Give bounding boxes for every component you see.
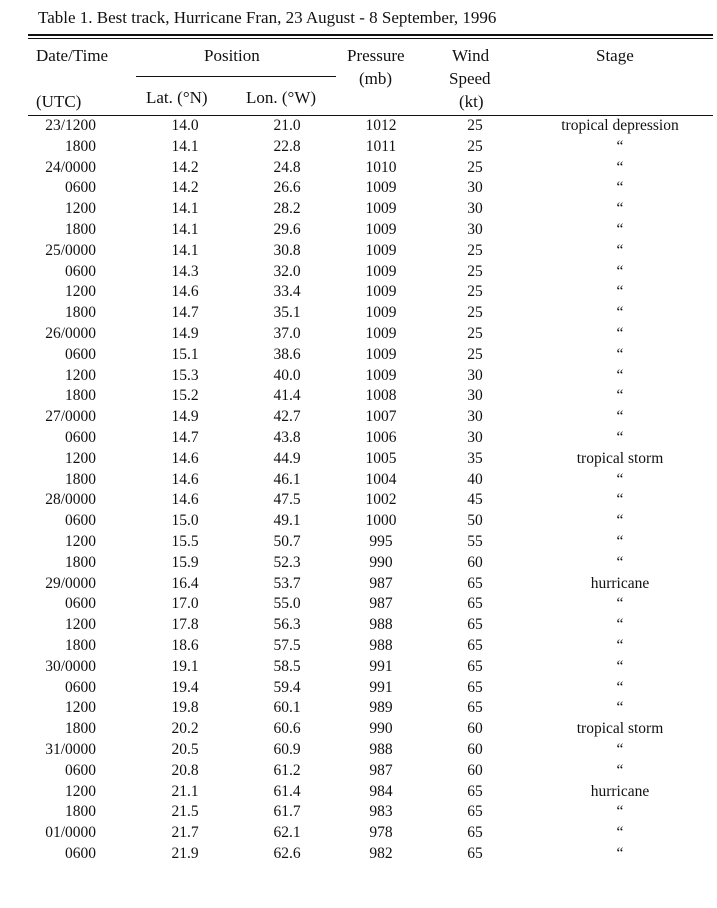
cell-pressure: 995	[369, 532, 393, 550]
cell-wind-speed: 65	[467, 636, 483, 654]
cell-stage: “	[616, 740, 624, 758]
cell-latitude: 18.6	[171, 636, 199, 654]
cell-stage: “	[616, 699, 624, 717]
header-wind: Wind	[452, 46, 490, 65]
table-row	[0, 574, 717, 595]
cell-longitude: 62.6	[273, 844, 301, 862]
header-lat: Lat. (°N)	[146, 88, 208, 107]
cell-longitude: 38.6	[273, 345, 301, 363]
cell-pressure: 1004	[365, 470, 397, 488]
cell-stage: “	[616, 241, 624, 259]
cell-wind-speed: 45	[467, 491, 483, 509]
cell-latitude: 17.0	[171, 595, 199, 613]
cell-wind-speed: 25	[467, 324, 483, 342]
cell-wind-speed: 25	[467, 137, 483, 155]
table-row	[0, 802, 717, 823]
cell-latitude: 14.1	[171, 200, 199, 218]
cell-stage: “	[616, 200, 624, 218]
cell-longitude: 44.9	[273, 449, 301, 467]
cell-stage: “	[616, 824, 624, 842]
cell-stage: “	[616, 179, 624, 197]
cell-latitude: 20.2	[171, 720, 199, 738]
cell-pressure: 983	[369, 803, 393, 821]
table-row	[0, 262, 717, 283]
cell-stage: “	[616, 491, 624, 509]
header-position: Position	[204, 46, 260, 65]
cell-datetime: 1800	[65, 137, 96, 155]
header-datetime: Date/Time	[36, 46, 109, 65]
cell-wind-speed: 65	[467, 595, 483, 613]
cell-longitude: 29.6	[273, 220, 301, 238]
table-row	[0, 698, 717, 719]
cell-longitude: 52.3	[273, 553, 301, 571]
cell-stage: “	[616, 657, 624, 675]
cell-latitude: 14.1	[171, 241, 199, 259]
cell-longitude: 60.6	[273, 720, 301, 738]
table-row	[0, 366, 717, 387]
header-utc: (UTC)	[36, 92, 82, 111]
cell-stage: “	[616, 616, 624, 634]
table-row	[0, 386, 717, 407]
cell-wind-speed: 25	[467, 283, 483, 301]
cell-pressure: 987	[369, 574, 393, 592]
cell-pressure: 991	[369, 657, 393, 675]
cell-datetime: 0600	[65, 678, 96, 696]
cell-latitude: 20.8	[171, 761, 199, 779]
cell-datetime: 1200	[65, 366, 96, 384]
cell-wind-speed: 30	[467, 366, 483, 384]
cell-pressure: 1005	[365, 449, 397, 467]
table-row	[0, 782, 717, 803]
header-lon: Lon. (°W)	[246, 88, 317, 107]
table-body	[0, 116, 717, 865]
cell-latitude: 14.1	[171, 137, 199, 155]
cell-stage: hurricane	[590, 574, 650, 592]
cell-wind-speed: 25	[467, 262, 483, 280]
cell-datetime: 0600	[65, 428, 96, 446]
table-row	[0, 428, 717, 449]
cell-longitude: 57.5	[273, 636, 301, 654]
table-row	[0, 470, 717, 491]
table-row	[0, 158, 717, 179]
cell-pressure: 1010	[365, 158, 397, 176]
cell-datetime: 0600	[65, 761, 96, 779]
table-row	[0, 449, 717, 470]
cell-wind-speed: 65	[467, 657, 483, 675]
cell-latitude: 19.8	[171, 699, 199, 717]
cell-longitude: 47.5	[273, 491, 301, 509]
cell-stage: tropical storm	[576, 720, 664, 738]
cell-wind-speed: 65	[467, 844, 483, 862]
cell-longitude: 28.2	[273, 200, 301, 218]
cell-wind-speed: 60	[467, 720, 483, 738]
cell-latitude: 15.3	[171, 366, 199, 384]
cell-longitude: 53.7	[273, 574, 301, 592]
table-row	[0, 116, 717, 137]
top-rule-second	[28, 38, 713, 39]
cell-stage: tropical depression	[561, 117, 679, 134]
cell-stage: “	[616, 512, 624, 530]
cell-datetime: 1200	[65, 616, 96, 634]
cell-latitude: 15.5	[171, 532, 199, 550]
cell-pressure: 1009	[365, 283, 397, 301]
cell-longitude: 49.1	[273, 512, 301, 530]
cell-datetime: 27/0000	[45, 408, 96, 426]
cell-longitude: 33.4	[273, 283, 301, 301]
cell-stage: “	[616, 844, 624, 862]
cell-latitude: 21.7	[171, 824, 199, 842]
cell-pressure: 987	[369, 595, 393, 613]
cell-stage: “	[616, 387, 624, 405]
cell-longitude: 21.0	[273, 117, 301, 134]
cell-longitude: 30.8	[273, 241, 301, 259]
cell-stage: “	[616, 283, 624, 301]
cell-stage: “	[616, 678, 624, 696]
cell-wind-speed: 65	[467, 574, 483, 592]
cell-longitude: 41.4	[273, 387, 301, 405]
cell-datetime: 1800	[65, 553, 96, 571]
cell-datetime: 26/0000	[45, 324, 96, 342]
cell-pressure: 987	[369, 761, 393, 779]
cell-stage: “	[616, 366, 624, 384]
cell-latitude: 15.1	[171, 345, 199, 363]
cell-datetime: 1800	[65, 387, 96, 405]
table-row	[0, 740, 717, 761]
cell-latitude: 14.2	[171, 158, 199, 176]
cell-stage: “	[616, 553, 624, 571]
table-row	[0, 532, 717, 553]
cell-pressure: 978	[369, 824, 393, 842]
cell-stage: “	[616, 761, 624, 779]
cell-latitude: 14.6	[171, 470, 199, 488]
cell-latitude: 19.1	[171, 657, 199, 675]
cell-stage: “	[616, 470, 624, 488]
cell-datetime: 28/0000	[45, 491, 96, 509]
cell-datetime: 1200	[65, 532, 96, 550]
table-row	[0, 345, 717, 366]
cell-datetime: 1800	[65, 470, 96, 488]
cell-datetime: 0600	[65, 262, 96, 280]
cell-latitude: 15.9	[171, 553, 199, 571]
cell-longitude: 42.7	[273, 408, 301, 426]
cell-longitude: 37.0	[273, 324, 301, 342]
cell-longitude: 61.7	[273, 803, 301, 821]
cell-longitude: 61.2	[273, 761, 301, 779]
position-underline	[136, 76, 336, 77]
cell-stage: “	[616, 345, 624, 363]
table-row	[0, 241, 717, 262]
cell-datetime: 29/0000	[45, 574, 96, 592]
cell-pressure: 1009	[365, 324, 397, 342]
cell-datetime: 1800	[65, 720, 96, 738]
cell-wind-speed: 30	[467, 200, 483, 218]
cell-latitude: 15.2	[171, 387, 199, 405]
cell-datetime: 24/0000	[45, 158, 96, 176]
table-row	[0, 844, 717, 865]
table-row	[0, 615, 717, 636]
cell-longitude: 56.3	[273, 616, 301, 634]
cell-pressure: 1008	[365, 387, 397, 405]
cell-wind-speed: 25	[467, 241, 483, 259]
cell-pressure: 991	[369, 678, 393, 696]
cell-latitude: 21.5	[171, 803, 199, 821]
cell-wind-speed: 65	[467, 782, 483, 800]
cell-datetime: 1800	[65, 220, 96, 238]
cell-latitude: 14.9	[171, 324, 199, 342]
cell-pressure: 1009	[365, 366, 397, 384]
cell-pressure: 1009	[365, 262, 397, 280]
cell-wind-speed: 65	[467, 803, 483, 821]
cell-longitude: 60.1	[273, 699, 301, 717]
cell-stage: “	[616, 636, 624, 654]
cell-stage: “	[616, 304, 624, 322]
header-wind-unit: (kt)	[459, 92, 484, 111]
cell-wind-speed: 55	[467, 532, 483, 550]
cell-pressure: 1000	[365, 512, 397, 530]
cell-latitude: 21.1	[171, 782, 199, 800]
cell-longitude: 22.8	[273, 137, 301, 155]
cell-latitude: 14.3	[171, 262, 199, 280]
cell-wind-speed: 30	[467, 428, 483, 446]
cell-latitude: 15.0	[171, 512, 199, 530]
cell-wind-speed: 60	[467, 761, 483, 779]
cell-latitude: 20.5	[171, 740, 199, 758]
header-pressure-unit: (mb)	[359, 69, 393, 88]
table-row	[0, 761, 717, 782]
cell-latitude: 14.0	[171, 117, 199, 134]
cell-longitude: 35.1	[273, 304, 301, 322]
cell-datetime: 1800	[65, 803, 96, 821]
cell-longitude: 58.5	[273, 657, 301, 675]
cell-datetime: 1200	[65, 200, 96, 218]
table-row	[0, 594, 717, 615]
cell-latitude: 19.4	[171, 678, 199, 696]
cell-latitude: 14.1	[171, 220, 199, 238]
table-row	[0, 657, 717, 678]
cell-wind-speed: 35	[467, 449, 483, 467]
cell-datetime: 25/0000	[45, 241, 96, 259]
cell-wind-speed: 25	[467, 345, 483, 363]
table-row	[0, 636, 717, 657]
cell-datetime: 0600	[65, 844, 96, 862]
cell-stage: tropical storm	[576, 449, 664, 467]
table-caption: Table 1. Best track, Hurricane Fran, 23 August - 8 September, 1996	[38, 8, 497, 27]
cell-wind-speed: 65	[467, 616, 483, 634]
cell-pressure: 1009	[365, 220, 397, 238]
cell-pressure: 1009	[365, 345, 397, 363]
cell-pressure: 1006	[365, 428, 397, 446]
cell-longitude: 26.6	[273, 179, 301, 197]
cell-pressure: 1012	[365, 117, 397, 134]
cell-latitude: 14.9	[171, 408, 199, 426]
cell-pressure: 988	[369, 636, 393, 654]
table-row	[0, 553, 717, 574]
cell-wind-speed: 30	[467, 179, 483, 197]
cell-pressure: 1011	[365, 137, 397, 155]
cell-wind-speed: 25	[467, 117, 483, 134]
cell-latitude: 14.6	[171, 283, 199, 301]
table-row	[0, 324, 717, 345]
cell-wind-speed: 30	[467, 220, 483, 238]
cell-datetime: 30/0000	[45, 657, 96, 675]
cell-stage: “	[616, 408, 624, 426]
cell-stage: “	[616, 532, 624, 550]
table-row	[0, 220, 717, 241]
cell-datetime: 0600	[65, 595, 96, 613]
table-row	[0, 407, 717, 428]
cell-latitude: 14.6	[171, 449, 199, 467]
cell-stage: “	[616, 262, 624, 280]
cell-wind-speed: 40	[467, 470, 483, 488]
cell-longitude: 24.8	[273, 158, 301, 176]
table-row	[0, 490, 717, 511]
cell-stage: “	[616, 137, 624, 155]
cell-datetime: 0600	[65, 179, 96, 197]
cell-wind-speed: 65	[467, 824, 483, 842]
table-row	[0, 303, 717, 324]
table-row	[0, 719, 717, 740]
cell-longitude: 46.1	[273, 470, 301, 488]
cell-pressure: 990	[369, 553, 393, 571]
cell-pressure: 1009	[365, 241, 397, 259]
cell-longitude: 32.0	[273, 262, 301, 280]
table-row	[0, 823, 717, 844]
cell-longitude: 55.0	[273, 595, 301, 613]
table-row	[0, 282, 717, 303]
cell-datetime: 1800	[65, 636, 96, 654]
cell-stage: “	[616, 595, 624, 613]
cell-latitude: 21.9	[171, 844, 199, 862]
cell-latitude: 17.8	[171, 616, 199, 634]
cell-datetime: 1200	[65, 699, 96, 717]
cell-datetime: 1200	[65, 449, 96, 467]
cell-longitude: 62.1	[273, 824, 301, 842]
cell-pressure: 988	[369, 616, 393, 634]
cell-stage: hurricane	[590, 782, 650, 800]
cell-pressure: 984	[369, 782, 393, 800]
cell-latitude: 16.4	[171, 574, 199, 592]
cell-pressure: 990	[369, 720, 393, 738]
cell-latitude: 14.7	[171, 428, 199, 446]
cell-datetime: 1200	[65, 782, 96, 800]
cell-datetime: 01/0000	[45, 824, 96, 842]
cell-latitude: 14.6	[171, 491, 199, 509]
cell-datetime: 1800	[65, 304, 96, 322]
cell-longitude: 60.9	[273, 740, 301, 758]
table-row	[0, 678, 717, 699]
cell-datetime: 0600	[65, 345, 96, 363]
table-row	[0, 178, 717, 199]
table-row	[0, 199, 717, 220]
cell-wind-speed: 30	[467, 408, 483, 426]
cell-wind-speed: 60	[467, 553, 483, 571]
cell-stage: “	[616, 220, 624, 238]
table-row	[0, 137, 717, 158]
cell-wind-speed: 60	[467, 740, 483, 758]
cell-wind-speed: 25	[467, 304, 483, 322]
cell-pressure: 1009	[365, 200, 397, 218]
cell-pressure: 989	[369, 699, 393, 717]
header-stage: Stage	[596, 46, 634, 65]
header-wind-speed: Speed	[449, 69, 491, 88]
cell-stage: “	[616, 158, 624, 176]
cell-longitude: 50.7	[273, 532, 301, 550]
cell-datetime: 0600	[65, 512, 96, 530]
cell-longitude: 40.0	[273, 366, 301, 384]
cell-datetime: 1200	[65, 283, 96, 301]
top-rule	[28, 34, 713, 36]
cell-wind-speed: 25	[467, 158, 483, 176]
cell-latitude: 14.2	[171, 179, 199, 197]
cell-datetime: 23/1200	[45, 117, 96, 134]
cell-stage: “	[616, 324, 624, 342]
cell-pressure: 1002	[365, 491, 397, 509]
cell-longitude: 59.4	[273, 678, 301, 696]
cell-pressure: 1009	[365, 304, 397, 322]
cell-wind-speed: 30	[467, 387, 483, 405]
cell-pressure: 1009	[365, 179, 397, 197]
cell-latitude: 14.7	[171, 304, 199, 322]
cell-wind-speed: 65	[467, 699, 483, 717]
cell-pressure: 982	[369, 844, 393, 862]
cell-wind-speed: 50	[467, 512, 483, 530]
table-row	[0, 511, 717, 532]
cell-stage: “	[616, 428, 624, 446]
cell-pressure: 988	[369, 740, 393, 758]
cell-stage: “	[616, 803, 624, 821]
header-pressure: Pressure	[347, 46, 405, 65]
cell-datetime: 31/0000	[45, 740, 96, 758]
cell-longitude: 61.4	[273, 782, 301, 800]
cell-pressure: 1007	[365, 408, 397, 426]
cell-wind-speed: 65	[467, 678, 483, 696]
cell-longitude: 43.8	[273, 428, 301, 446]
